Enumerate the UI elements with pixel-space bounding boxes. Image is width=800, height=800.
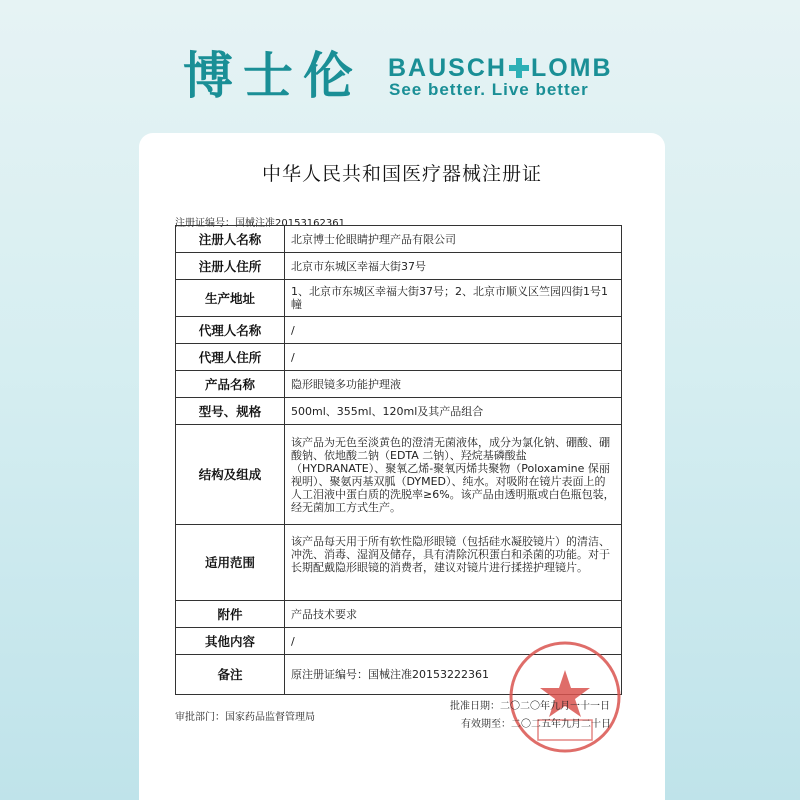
row-value: 原注册证编号：国械注准20153222361 [285,655,622,695]
brand-tagline: See better. Live better [389,80,589,99]
table-row [176,425,622,525]
row-label: 注册人名称 [176,226,285,253]
row-value: / [285,344,622,371]
registration-number: 注册证编号：国械注准20153162361 [175,218,345,229]
table-row [176,525,622,601]
table-row [176,398,622,425]
row-label: 注册人住所 [176,253,285,280]
row-label: 附件 [176,601,285,628]
row-label: 代理人住所 [176,344,285,371]
row-value: 北京市东城区幸福大街37号 [285,253,622,280]
approval-date: 批准日期：二〇二〇年九月一十一日 [450,701,610,712]
table-row [176,371,622,398]
row-label: 结构及组成 [176,425,285,525]
approval-department: 审批部门：国家药品监督管理局 [175,712,315,723]
row-value: 该产品每天用于所有软性隐形眼镜（包括硅水凝胶镜片）的清洁、冲洗、消毒、湿润及储存，具有清除沉积蛋白和杀菌的功能。对于长期配戴隐形眼镜的消费者，建议对镜片进行揉搓护理镜片。 [285,525,622,601]
table-row [176,317,622,344]
row-value: 1、北京市东城区幸福大街37号；2、北京市顺义区竺园四街1号1幢 [285,280,622,317]
table-row [176,253,622,280]
table-row [176,226,622,253]
row-label: 备注 [176,655,285,695]
brand-name-en-left: BAUSCH [388,54,507,82]
row-label: 适用范围 [176,525,285,601]
brand-name-cn: 博士伦 [183,47,363,105]
row-label: 代理人名称 [176,317,285,344]
row-value: 产品技术要求 [285,601,622,628]
brand-name-en [388,56,613,81]
brand-header [0,0,800,130]
row-label: 型号、规格 [176,398,285,425]
row-value: 北京博士伦眼睛护理产品有限公司 [285,226,622,253]
row-value: 该产品为无色至淡黄色的澄清无菌液体，成分为氯化钠、硼酸、硼酸钠、依地酸二钠（EDTA 二钠）、羟烷基磷酸盐（HYDRANATE）、聚氧乙烯-聚氧丙烯共聚物（Poloxamine 保丽视明）、聚氨丙基双胍（DYMED）、纯水。对吸附在镜片表面上的人工泪液中蛋白质的洗脱率≥6%。该产品由透明瓶或白色瓶包装，经无菌加工方式生产。 [285,425,622,525]
row-value: 隐形眼镜多功能护理液 [285,371,622,398]
row-value: 500ml、355ml、120ml及其产品组合 [285,398,622,425]
table-row [176,601,622,628]
table-row [176,280,622,317]
certificate-table [175,225,622,695]
valid-until: 有效期至：二〇二五年九月二十日 [461,719,611,730]
brand-name-en-right: LOMB [530,54,613,82]
row-value: / [285,317,622,344]
row-label: 产品名称 [176,371,285,398]
row-label [176,280,285,317]
certificate-title: 中华人民共和国医疗器械注册证 [261,163,542,185]
table-row [176,344,622,371]
row-label: 其他内容 [176,628,285,655]
row-value: / [285,628,622,655]
row-label-text: 生产地址 [204,290,255,306]
cross-icon [509,58,529,78]
